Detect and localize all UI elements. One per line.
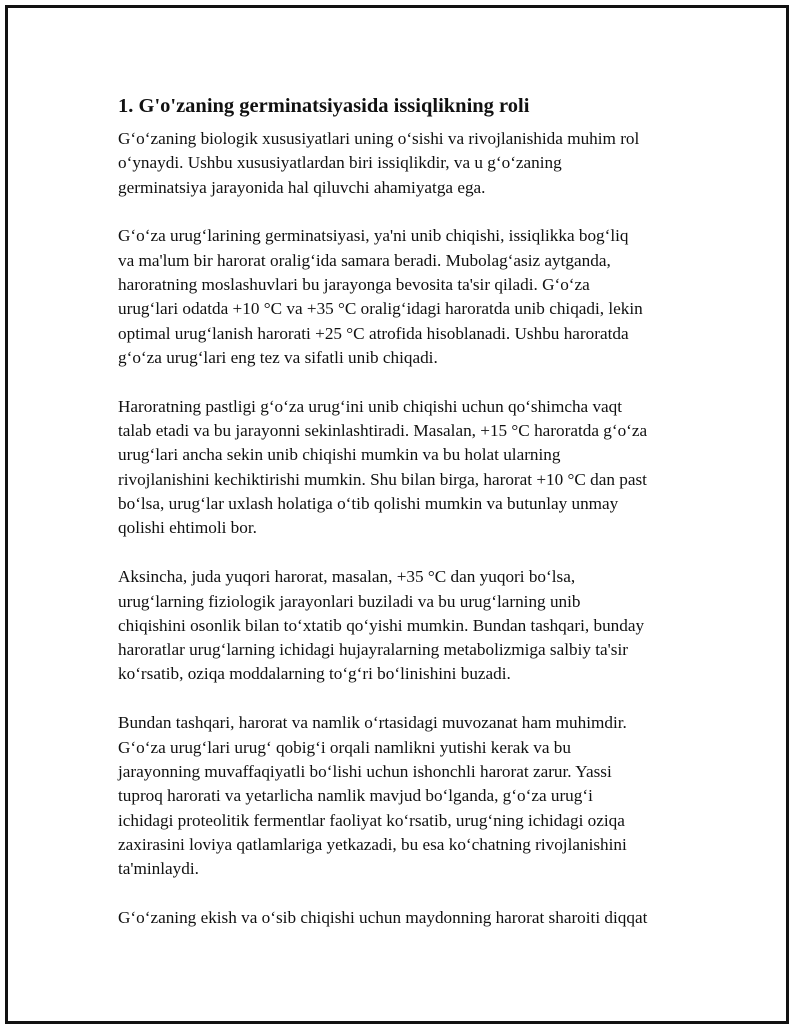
text-line: optimal urug‘lanish harorati +25 °C atrofida hisoblanadi. Ushbu haroratda bbox=[118, 323, 629, 343]
paragraph-4 bbox=[118, 565, 698, 686]
text-line: jarayonning muvaffaqiyatli bo‘lishi uchun ishonchli harorat zarur. Yassi bbox=[118, 761, 612, 781]
paragraph-1 bbox=[118, 127, 698, 200]
text-line: G‘o‘za urug‘lari urug‘ qobig‘i orqali namlikni yutishi kerak va bu bbox=[118, 737, 571, 757]
section-heading: 1. G'o'zaning germinatsiyasida issiqlikning roli bbox=[118, 95, 530, 117]
document-body bbox=[118, 93, 698, 955]
text-line: ko‘rsatib, oziqa moddalarning to‘g‘ri bo‘linishini buzadi. bbox=[118, 664, 511, 684]
text-line: urug‘lari ancha sekin unib chiqishi mumkin va bu holat ularning bbox=[118, 445, 561, 465]
text-line: ichidagi proteolitik fermentlar faoliyat ko‘rsatib, urug‘ning ichidagi oziqa bbox=[118, 810, 625, 830]
text-line: tuproq harorati va yetarlicha namlik mavjud bo‘lganda, g‘o‘za urug‘i bbox=[118, 786, 593, 806]
paragraph-6 bbox=[118, 906, 698, 930]
text-line: va ma'lum bir harorat oralig‘ida samara beradi. Mubolag‘asiz aytganda, bbox=[118, 250, 611, 270]
text-line: urug‘larning fiziologik jarayonlari buziladi va bu urug‘larning unib bbox=[118, 591, 581, 611]
paragraph-2 bbox=[118, 224, 698, 370]
text-line: Bundan tashqari, harorat va namlik o‘rtasidagi muvozanat ham muhimdir. bbox=[118, 713, 627, 733]
paragraph-5 bbox=[118, 711, 698, 881]
text-line: chiqishini osonlik bilan to‘xtatib qo‘yishi mumkin. Bundan tashqari, bunday bbox=[118, 615, 645, 635]
text-line: ta'minlaydi. bbox=[118, 859, 199, 879]
text-line: talab etadi va bu jarayonni sekinlashtiradi. Masalan, +15 °C haroratda g‘o‘za bbox=[118, 421, 648, 441]
text-line: G‘o‘za urug‘larining germinatsiyasi, ya'ni unib chiqishi, issiqlikka bog‘liq bbox=[118, 226, 629, 246]
text-line: qolishi ehtimoli bor. bbox=[118, 518, 257, 538]
text-line: zaxirasini loviya qatlamlariga yetkazadi, bu esa ko‘chatning rivojlanishini bbox=[118, 834, 627, 854]
text-line: g‘o‘za urug‘lari eng tez va sifatli unib chiqadi. bbox=[118, 347, 438, 367]
text-line: rivojlanishini kechiktirishi mumkin. Shu bilan birga, harorat +10 °C dan past bbox=[118, 469, 647, 489]
text-line: germinatsiya jarayonida hal qiluvchi ahamiyatga ega. bbox=[118, 177, 486, 197]
text-line: G‘o‘zaning biologik xususiyatlari uning o‘sishi va rivojlanishida muhim rol bbox=[118, 129, 640, 148]
text-line: bo‘lsa, urug‘lar uxlash holatiga o‘tib qolishi mumkin va butunlay unmay bbox=[118, 494, 619, 514]
text-line: haroratning moslashuvlari bu jarayonga bevosita ta'sir qiladi. G‘o‘za bbox=[118, 275, 590, 295]
paragraph-3 bbox=[118, 395, 698, 541]
text-line: o‘ynaydi. Ushbu xususiyatlardan biri issiqlikdir, va u g‘o‘zaning bbox=[118, 153, 562, 173]
text-line: haroratlar urug‘larning ichidagi hujayralarning metabolizmiga salbiy ta'sir bbox=[118, 640, 628, 660]
text-line: Haroratning pastligi g‘o‘za urug‘ini unib chiqishi uchun qo‘shimcha vaqt bbox=[118, 396, 623, 416]
text-line: Aksincha, juda yuqori harorat, masalan, +35 °C dan yuqori bo‘lsa, bbox=[118, 567, 576, 587]
text-line: G‘o‘zaning ekish va o‘sib chiqishi uchun maydonning harorat sharoiti diqqat bbox=[118, 907, 648, 927]
text-line: urug‘lari odatda +10 °C va +35 °C oralig‘idagi haroratda unib chiqadi, lekin bbox=[118, 299, 643, 319]
